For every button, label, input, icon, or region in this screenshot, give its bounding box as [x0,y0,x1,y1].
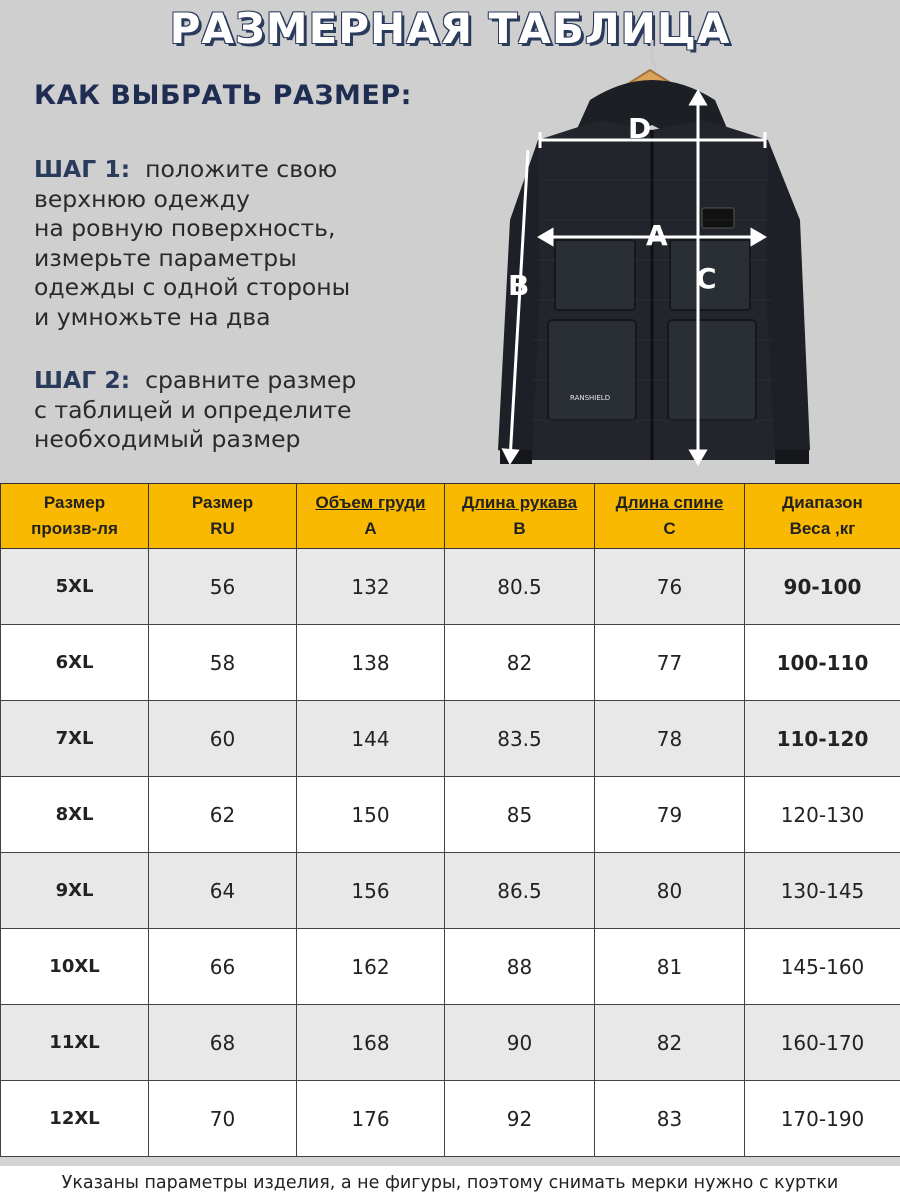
step-1-text [34,155,414,332]
cell-back: 80 [595,853,745,929]
cell-brand-size: 10XL [1,929,149,1005]
cell-weight: 110-120 [745,701,900,777]
cell-sleeve: 82 [445,625,595,701]
cell-ru-size: 68 [149,1005,297,1081]
cell-back: 81 [595,929,745,1005]
step-2-line: сравните размер [145,366,357,394]
how-to-heading: КАК ВЫБРАТЬ РАЗМЕР: [34,80,412,111]
cell-chest: 168 [297,1005,445,1081]
step-1-line: на ровную поверхность, [34,214,336,242]
cell-ru-size: 64 [149,853,297,929]
cell-weight: 160-170 [745,1005,900,1081]
cell-sleeve: 90 [445,1005,595,1081]
cell-sleeve: 92 [445,1081,595,1157]
cell-brand-size: 11XL [1,1005,149,1081]
cell-sleeve: 86.5 [445,853,595,929]
cell-chest: 176 [297,1081,445,1157]
col-header-chest: Объем груди A [297,484,445,549]
cell-brand-size: 7XL [1,701,149,777]
page-title: РАЗМЕРНАЯ ТАБЛИЦА [169,4,731,53]
step-1-line: положите свою [145,155,338,183]
table-row [1,777,900,853]
step-2-text [34,366,414,455]
cell-back: 79 [595,777,745,853]
cell-back: 82 [595,1005,745,1081]
step-2-line: с таблицей и определите [34,395,352,424]
cell-weight: 120-130 [745,777,900,853]
table-row [1,1081,900,1157]
col-header-ru-size: Размер RU [149,484,297,549]
label-b: B [508,269,530,302]
cell-ru-size: 62 [149,777,297,853]
table-row [1,853,900,929]
cell-ru-size: 60 [149,701,297,777]
footer-note: Указаны параметры изделия, а не фигуры, поэтому снимать мерки нужно с куртки [0,1166,900,1200]
cell-brand-size: 6XL [1,625,149,701]
step-1-label: ШАГ 1: [34,155,131,183]
label-c: C [696,262,717,295]
cell-chest: 150 [297,777,445,853]
table-row [1,625,900,701]
step-1-line: и умножьте на два [34,302,271,331]
cell-ru-size: 70 [149,1081,297,1157]
col-header-sleeve: Длина рукава B [445,484,595,549]
col-header-back: Длина спине C [595,484,745,549]
cell-brand-size: 9XL [1,853,149,929]
col-header-weight: Диапазон Веса ,кг [745,484,900,549]
jacket-image [498,80,810,464]
cell-weight: 100-110 [745,625,900,701]
step-2-line: необходимый размер [34,425,301,453]
label-d: D [628,112,652,145]
step-1-line: одежды с одной стороны [34,273,351,301]
cell-back: 78 [595,701,745,777]
table-row [1,1005,900,1081]
cell-ru-size: 56 [149,549,297,625]
cell-chest: 156 [297,853,445,929]
size-table [0,483,900,1157]
label-a: A [646,219,668,252]
col-header-brand-size: Размер произв-ля [1,484,149,549]
table-row [1,929,900,1005]
info-panel [0,0,900,483]
cell-weight: 130-145 [745,853,900,929]
table-header-row [1,484,900,549]
table-row [1,549,900,625]
cell-back: 77 [595,625,745,701]
cell-sleeve: 80.5 [445,549,595,625]
jacket-measurement-diagram [470,40,900,480]
cell-weight: 90-100 [745,549,900,625]
step-1-line: верхнюю одежду [34,184,250,213]
cell-chest: 144 [297,701,445,777]
cell-chest: 138 [297,625,445,701]
step-1-line: измерьте параметры [34,243,297,272]
cell-brand-size: 12XL [1,1081,149,1157]
cell-sleeve: 85 [445,777,595,853]
jacket-brand-label: RANSHIELD [570,394,611,402]
cell-chest: 132 [297,549,445,625]
table-row [1,701,900,777]
cell-chest: 162 [297,929,445,1005]
cell-back: 83 [595,1081,745,1157]
cell-weight: 170-190 [745,1081,900,1157]
cell-brand-size: 5XL [1,549,149,625]
step-2-label: ШАГ 2: [34,366,131,394]
cell-sleeve: 88 [445,929,595,1005]
cell-sleeve: 83.5 [445,701,595,777]
cell-ru-size: 58 [149,625,297,701]
cell-weight: 145-160 [745,929,900,1005]
cell-back: 76 [595,549,745,625]
cell-ru-size: 66 [149,929,297,1005]
cell-brand-size: 8XL [1,777,149,853]
